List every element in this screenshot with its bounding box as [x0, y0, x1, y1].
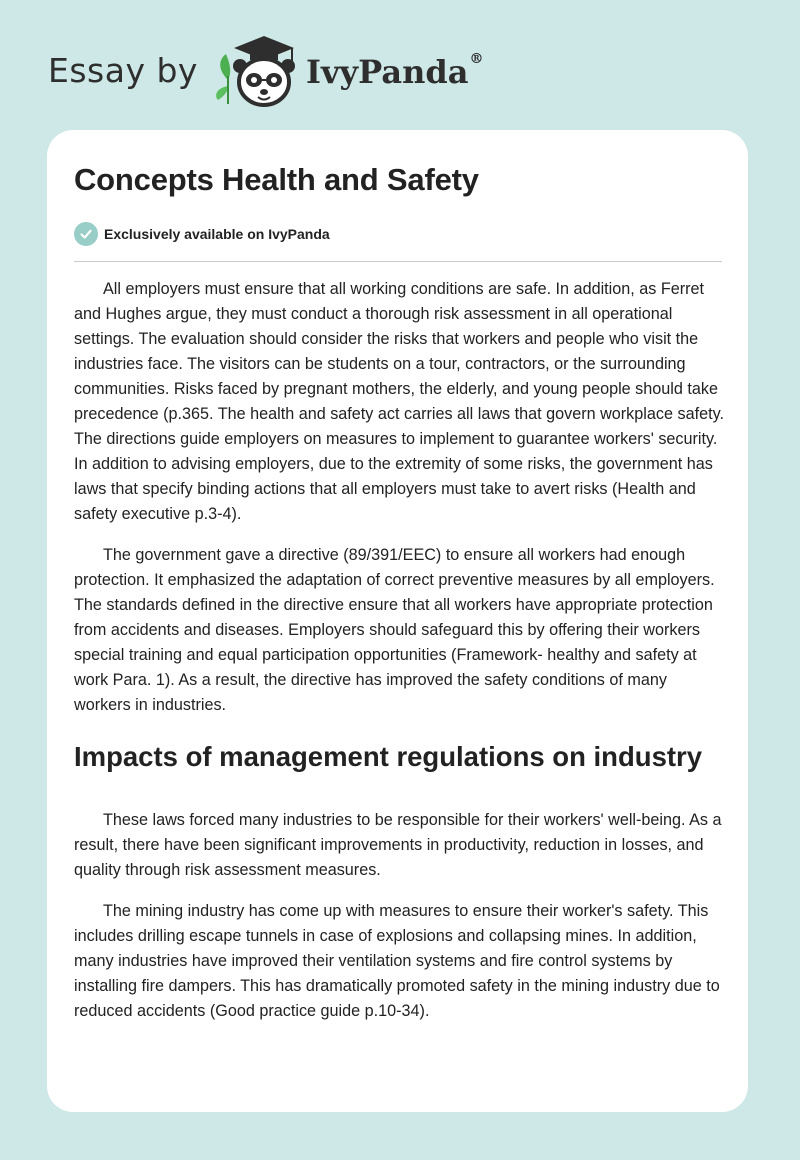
- exclusive-badge: [74, 222, 330, 246]
- essay-body: [74, 277, 726, 1040]
- paragraph: These laws forced many industries to be responsible for their workers' well-being. As a result, there have been significant improvements in productivity, reduction in losses, and quality through risk assessment measures.: [74, 811, 722, 879]
- check-icon: [74, 222, 98, 246]
- paragraph: All employers must ensure that all working conditions are safe. In addition, as Ferret and Hughes argue, they must conduct a thorough risk assessment in all operational settings. The evaluation should consider the risks that workers and people who visit the industries face. The visitors can be students on a tour, contractors, or the surrounding communities. Risks faced by pregnant mothers, the elderly, and young people should take precedence (p.365. The health and safety act carries all laws that govern workplace safety. The directions guide employers on measures to implement to guarantee workers' security. In addition to advising employers, due to the extremity of some risks, the government has laws that specify binding actions that all employers must take to avert risks (Health and safety executive p.3-4).: [74, 280, 724, 523]
- paragraph: The mining industry has come up with measures to ensure their worker's safety. This includes drilling escape tunnels in case of explosions and collapsing mines. In addition, many industries have improved their ventilation systems and fire control systems by installing fire dampers. This has dramatically promoted safety in the mining industry due to reduced accidents (Good practice guide p.10-34).: [74, 902, 720, 1020]
- section-heading: Impacts of management regulations on industry: [74, 741, 703, 772]
- essay-card: [47, 130, 748, 1112]
- brand-name[interactable]: [306, 51, 483, 91]
- panda-graduate-icon[interactable]: [212, 30, 302, 110]
- brand-text: IvyPanda: [305, 53, 469, 91]
- paragraph: The government gave a directive (89/391/EEC) to ensure all workers had enough protection. It emphasized the adaptation of correct preventive measures by all employers. The standards defined in the directive ensure that all workers have appropriate protection from accidents and diseases. Employers should safeguard this by offering their workers special training and equal participation opportunities (Framework- healthy and safety at work Para. 1). As a result, the directive has improved the safety conditions of many workers in industries.: [74, 546, 715, 714]
- page-title: Concepts Health and Safety: [74, 162, 479, 197]
- divider: [74, 261, 722, 262]
- badge-label: Exclusively available on IvyPanda: [104, 226, 330, 242]
- essay-by-label: Essay by: [48, 50, 198, 90]
- site-header: [48, 30, 483, 110]
- registered-mark: ®: [469, 51, 484, 67]
